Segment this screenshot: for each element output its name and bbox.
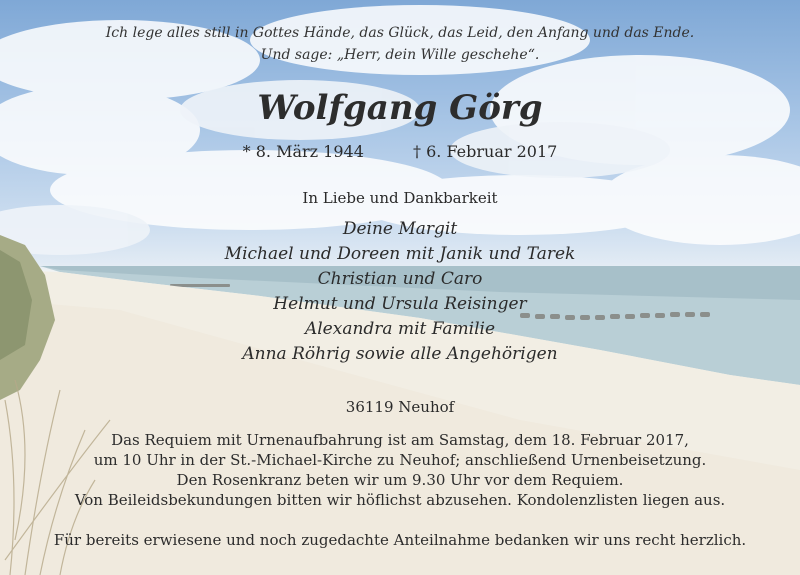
service-line: Das Requiem mit Urnenaufbahrung ist am Samstag, dem 18. Februar 2017, [111, 431, 689, 449]
dedication-line: In Liebe und Dankbarkeit [302, 189, 498, 207]
family-member: Deine Margit [342, 219, 458, 239]
family-member: Christian und Caro [317, 269, 483, 289]
service-line: um 10 Uhr in der St.-Michael-Kirche zu Neuhof; anschließend Urnenbeisetzung. [93, 451, 707, 469]
service-line: Von Beileidsbekundungen bitten wir höflichst abzusehen. Kondolenzlisten liegen aus. [74, 491, 726, 509]
service-details [0, 430, 800, 510]
family-member: Alexandra mit Familie [304, 319, 496, 339]
family-list [0, 217, 800, 367]
family-member: Michael und Doreen mit Janik und Tarek [224, 244, 576, 264]
family-member: Helmut und Ursula Reisinger [273, 294, 527, 314]
family-member: Anna Röhrig sowie alle Angehörigen [242, 344, 558, 364]
death-date: † 6. Februar 2017 [413, 142, 558, 161]
closing-line: Für bereits erwiesene und noch zugedachte Anteilnahme bedanken wir uns recht herzlich. [53, 531, 747, 549]
quote-line-1: Ich lege alles still in Gottes Hände, das Glück, das Leid, den Anfang und das Ende. [105, 25, 695, 41]
life-dates [0, 142, 800, 161]
quote-line-2: Und sage: „Herr, dein Wille geschehe“. [260, 47, 540, 63]
service-line: Den Rosenkranz beten wir um 9.30 Uhr vor dem Requiem. [176, 471, 624, 489]
quote-block [0, 22, 800, 66]
birth-date: * 8. März 1944 [242, 142, 364, 161]
place-line: 36119 Neuhof [345, 398, 455, 416]
deceased-name: Wolfgang Görg [257, 88, 543, 128]
